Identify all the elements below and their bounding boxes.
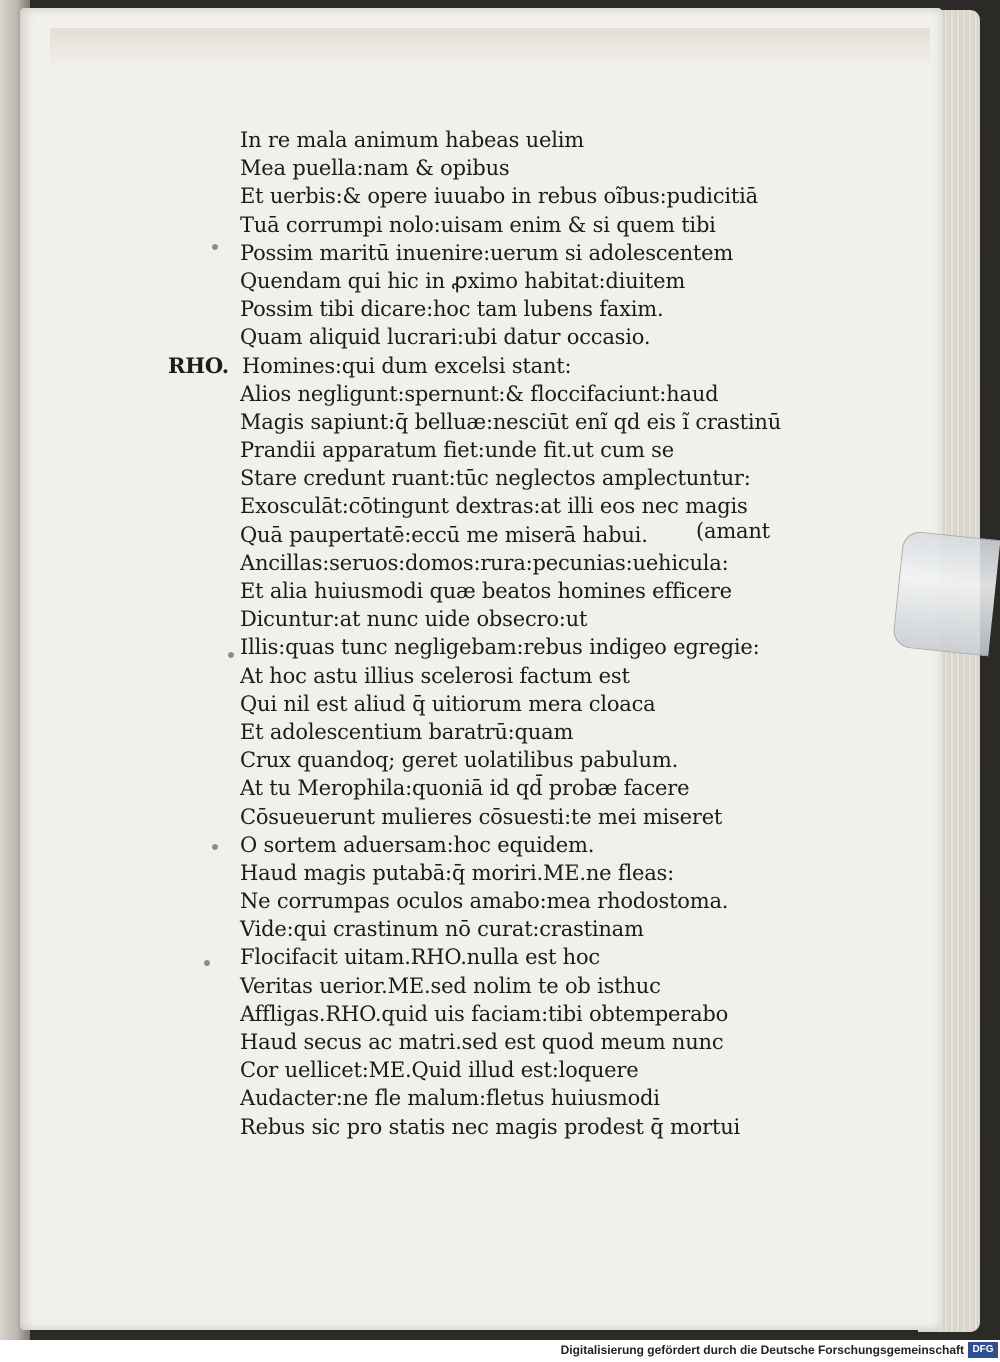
line-text: Et adolescentium baratrū:quam — [240, 719, 574, 744]
text-line — [170, 1084, 810, 1112]
line-text: Quā paupertatē:eccū me miserā habui. — [240, 522, 648, 547]
text-line — [170, 803, 810, 831]
line-text: Rebus sic pro statis nec magis prodest q̄ mortui — [240, 1114, 741, 1139]
line-text: Possim maritū inuenire:uerum si adolescentem — [240, 240, 734, 265]
line-tail: (amant — [696, 518, 770, 543]
line-text: Ancillas:seruos:domos:rura:pecunias:uehicula: — [240, 550, 729, 575]
line-text: Cor uellicet:ME.Quid illud est:loquere — [240, 1058, 639, 1083]
page-stain — [50, 28, 930, 68]
text-line — [170, 859, 810, 887]
line-text: Quendam qui hic in ꝓximo habitat:diuitem — [240, 268, 686, 293]
text-line — [170, 154, 810, 182]
line-text: Crux quandoq; geret uolatilibus pabulum. — [240, 748, 679, 773]
line-text: Tuā corrumpi nolo:uisam enim & si quem tibi — [240, 212, 716, 237]
line-text: Flocifacit uitam.RHO.nulla est hoc — [240, 945, 600, 970]
text-line — [170, 718, 810, 746]
line-text: Cōsueuerunt mulieres cōsuesti:te mei miseret — [240, 804, 723, 829]
text-line — [170, 323, 810, 351]
line-text: Magis sapiunt:q̄ belluæ:nesciūt enĩ qd eis ĩ crastinū — [240, 409, 782, 434]
line-text: In re mala animum habeas uelim — [240, 128, 584, 152]
line-text: Et uerbis:& opere iuuabo in rebus oĩbus:pudicitiā — [240, 184, 758, 209]
text-line — [170, 1113, 810, 1141]
line-text: Mea puella:nam & opibus — [240, 156, 510, 181]
line-text: Haud secus ac matri.sed est quod meum nunc — [240, 1030, 724, 1054]
text-line — [170, 662, 810, 690]
text-line — [170, 577, 810, 605]
text-line — [170, 295, 810, 323]
text-line — [170, 605, 810, 633]
footer-bar — [0, 1340, 1000, 1362]
text-block — [170, 126, 810, 1141]
line-text: At hoc astu illius scelerosi factum est — [240, 663, 630, 688]
text-line — [170, 1056, 810, 1084]
line-text: Qui nil est aliud q̄ uitiorum mera cloaca — [240, 691, 656, 716]
text-line — [170, 887, 810, 915]
line-text: Stare credunt ruant:tūc neglectos amplectuntur: — [240, 466, 751, 491]
text-line — [170, 182, 810, 210]
text-line — [170, 408, 810, 436]
text-line — [170, 915, 810, 943]
line-text: Affligas.RHO.quid uis faciam:tibi obtemperabo — [240, 1001, 729, 1026]
line-text: Dicuntur:at nunc uide obsecro:ut — [240, 607, 588, 632]
line-text: Exosculāt:cōtingunt dextras:at illi eos nec magis — [240, 494, 748, 519]
line-text: Alios negligunt:spernunt:& floccifaciunt:haud — [240, 381, 719, 406]
text-line — [170, 972, 810, 1000]
line-text: Prandii apparatum fiet:unde fit.ut cum se — [240, 438, 674, 463]
line-text: Homines:qui dum excelsi stant: — [242, 353, 572, 378]
text-line — [170, 1028, 810, 1056]
line-text: At tu Merophila:quoniā id qd̄ probæ facere — [240, 776, 690, 801]
line-text: Et alia huiusmodi quæ beatos homines efficere — [240, 579, 732, 603]
text-line — [170, 943, 810, 971]
speaker-label: RHO. — [168, 352, 229, 378]
text-line — [170, 126, 810, 154]
line-text: Illis:quas tunc negligebam:rebus indigeo egregie: — [240, 635, 760, 660]
text-line — [170, 239, 810, 267]
footer-credit: Digitalisierung gefördert durch die Deutsche Forschungsgemeinschaft — [560, 1343, 964, 1357]
text-line — [170, 746, 810, 774]
text-line — [170, 380, 810, 408]
line-text: Quam aliquid lucrari:ubi datur occasio. — [240, 325, 651, 350]
line-text: Possim tibi dicare:hoc tam lubens faxim. — [240, 297, 664, 322]
line-text: Veritas uerior.ME.sed nolim te ob isthuc — [240, 973, 661, 998]
text-line — [170, 464, 810, 492]
text-line — [170, 518, 810, 549]
text-line — [170, 549, 810, 577]
text-line — [170, 1000, 810, 1028]
text-line — [170, 774, 810, 802]
text-line — [170, 352, 810, 380]
plastic-tab-marker — [892, 530, 1000, 656]
line-text: O sortem aduersam:hoc equidem. — [240, 832, 595, 857]
line-text: Haud magis putabā:q̄ moriri.ME.ne fleas: — [240, 860, 674, 885]
line-text: Audacter:ne fle malum:fletus huiusmodi — [240, 1086, 660, 1111]
dfg-logo: DFG — [968, 1342, 998, 1358]
text-line — [170, 267, 810, 295]
line-text: Vide:qui crastinum nō curat:crastinam — [240, 917, 644, 942]
text-line — [170, 831, 810, 859]
text-line — [170, 211, 810, 239]
line-text: Ne corrumpas oculos amabo:mea rhodostoma. — [240, 889, 729, 914]
text-line — [170, 690, 810, 718]
text-line — [170, 633, 810, 661]
text-line — [170, 436, 810, 464]
